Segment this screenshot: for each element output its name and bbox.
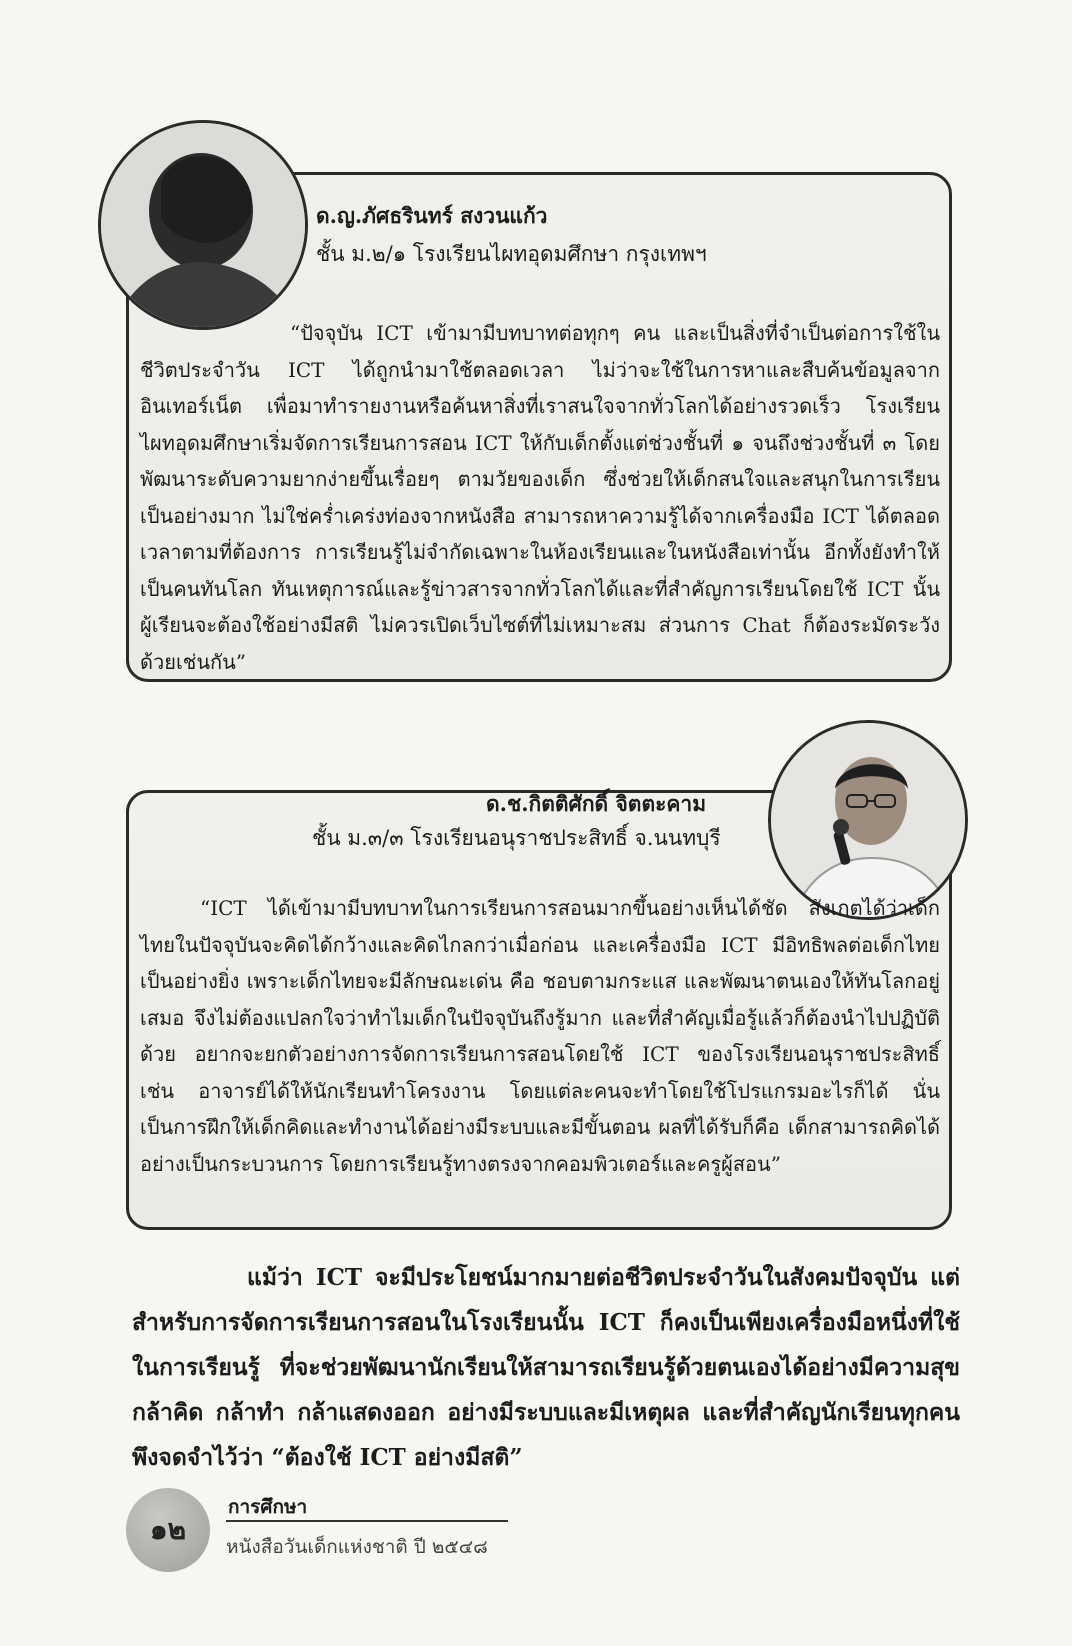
student-class-2: ชั้น ม.๓/๓ โรงเรียนอนุราชประสิทธิ์ จ.นนทบุรี	[312, 826, 721, 850]
student-name-2: ด.ช.กิตติศักดิ์ จิตตะคาม	[486, 791, 707, 816]
footer-subtitle: หนังสือวันเด็กแห่งชาติ ปี ๒๕๔๘	[226, 1536, 488, 1558]
student-photo-1	[98, 120, 308, 330]
footer-title: การศึกษา	[228, 1496, 308, 1518]
quote-1-text: “ปัจจุบัน ICT เข้ามามีบทบาทต่อทุกๆ คน และเป็นสิ่งที่จำเป็นต่อการใช้ในชีวิตประจำวัน ICT ได้ถูกนำมาใช้ตลอดเวลา ไม่ว่าจะใช้ในการหาและสืบค้นข้อมูลจากอินเทอร์เน็ต เพื่อมาทำรายงานหรือค้นหาสิ่งที่เราสนใจจากทั่วโลกได้อย่างรวดเร็ว โรงเรียนไผทอุดมศึกษาเริ่มจัดการเรียนการสอน ICT ให้กับเด็กตั้งแต่ช่วงชั้นที่ ๑ จนถึงช่วงชั้นที่ ๓ โดยพัฒนาระดับความยากง่ายขึ้นเรื่อยๆ ตามวัยของเด็ก ซึ่งช่วยให้เด็กสนใจและสนุกในการเรียนเป็นอย่างมาก ไม่ใช่คร่ำเคร่งท่องจากหนังสือ สามารถหาความรู้ได้จากเครื่องมือ ICT ได้ตลอดเวลาตามที่ต้องการ การเรียนรู้ไม่จำกัดเฉพาะในห้องเรียนและในหนังสือเท่านั้น อีกทั้งยังทำให้เป็นคนทันโลก ทันเหตุการณ์และรู้ข่าวสารจากทั่วโลกได้และที่สำคัญการเรียนโดยใช้ ICT นั้น ผู้เรียนจะต้องใช้อย่างมีสติ ไม่ควรเปิดเว็บไซต์ที่ไม่เหมาะสม ส่วนการ Chat ก็ต้องระมัดระวังด้วยเช่นกัน”	[140, 321, 940, 674]
student-class-1: ชั้น ม.๒/๑ โรงเรียนไผทอุดมศึกษา กรุงเทพฯ	[316, 242, 707, 266]
quote-2	[140, 890, 940, 1182]
quote-1	[140, 315, 940, 680]
closing-text: แม้ว่า ICT จะมีประโยชน์มากมายต่อชีวิตประจำวันในสังคมปัจจุบัน แต่สำหรับการจัดการเรียนการสอนในโรงเรียนนั้น ICT ก็คงเป็นเพียงเครื่องมือหนึ่งที่ใช้ในการเรียนรู้ ที่จะช่วยพัฒนานักเรียนให้สามารถเรียนรู้ด้วยตนเองได้อย่างมีความสุข กล้าคิด กล้าทำ กล้าแสดงออก อย่างมีระบบและมีเหตุผล และที่สำคัญนักเรียนทุกคนพึงจดจำไว้ว่า “ต้องใช้ ICT อย่างมีสติ”	[132, 1264, 960, 1471]
footer-divider	[226, 1520, 508, 1522]
student-name-1: ด.ญ.ภัศธรินทร์ สงวนแก้ว	[316, 203, 548, 228]
closing-paragraph	[132, 1255, 960, 1480]
page-number-text: ๑๒	[149, 1513, 187, 1546]
quote-2-text: “ICT ได้เข้ามามีบทบาทในการเรียนการสอนมากขึ้นอย่างเห็นได้ชัด สังเกตได้ว่าเด็กไทยในปัจจุบันจะคิดได้กว้างและคิดไกลกว่าเมื่อก่อน และเครื่องมือ ICT มีอิทธิพลต่อเด็กไทยเป็นอย่างยิ่ง เพราะเด็กไทยจะมีลักษณะเด่น คือ ชอบตามกระแส และพัฒนาตนเองให้ทันโลกอยู่เสมอ จึงไม่ต้องแปลกใจว่าทำไมเด็กในปัจจุบันถึงรู้มาก และที่สำคัญเมื่อรู้แล้วก็ต้องนำไปปฏิบัติด้วย อยากจะยกตัวอย่างการจัดการเรียนการสอนโดยใช้ ICT ของโรงเรียนอนุราชประสิทธิ์ เช่น อาจารย์ได้ให้นักเรียนทำโครงงาน โดยแต่ละคนจะทำโดยใช้โปรแกรมอะไรก็ได้ นั่นเป็นการฝึกให้เด็กคิดและทำงานได้อย่างมีระบบและมีขั้นตอน ผลที่ได้รับก็คือ เด็กสามารถคิดได้อย่างเป็นกระบวนการ โดยการเรียนรู้ทางตรงจากคอมพิวเตอร์และครูผู้สอน”	[140, 896, 940, 1176]
page-number	[126, 1488, 210, 1572]
